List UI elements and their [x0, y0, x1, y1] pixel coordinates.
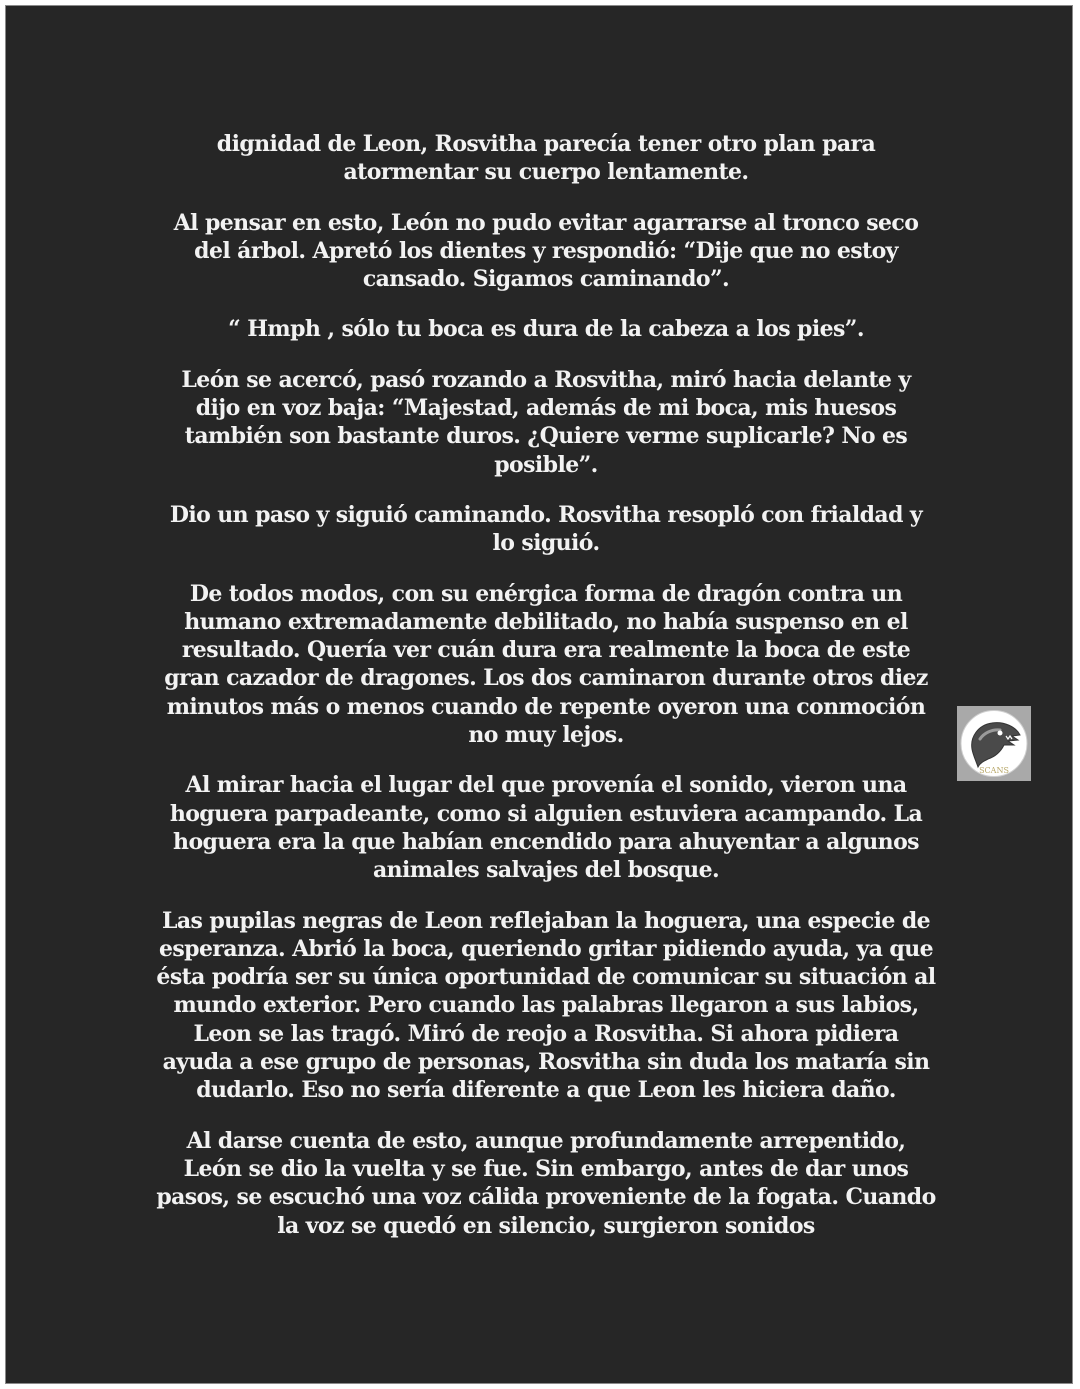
- page-panel: [5, 5, 1073, 1384]
- scans-logo: [957, 706, 1031, 781]
- dinosaur-logo-icon: [960, 709, 1028, 778]
- paragraph-2: Al pensar en esto, León no pudo evitar agarrarse al tronco seco del árbol. Apretó los dientes y respondió: “Dije que no estoy cansado. Sigamos caminando”.: [173, 209, 919, 293]
- paragraph-7: Al mirar hacia el lugar del que provenía el sonido, vieron una hoguera parpadeante, como si alguien estuviera acampando. La hoguera era la que habían encendido para ahuyentar a algunos animales salvajes del bosque.: [169, 772, 923, 884]
- paragraph-8: Las pupilas negras de Leon reflejaban la hoguera, una especie de esperanza. Abrió la boca, queriendo gritar pidiendo ayuda, ya que ésta podría ser su única oportunidad de comunicar su situación al mundo exterior. Pero cuando las palabras llegaron a sus labios, Leon se las tragó. Miró de reojo a Rosvitha. Si ahora pidiera ayuda a ese grupo de personas, Rosvitha sin duda los mataría sin dudarlo. Eso no sería diferente a que Leon les hiciera daño.: [156, 907, 936, 1104]
- paragraph-6: De todos modos, con su enérgica forma de dragón contra un humano extremadamente debilitado, no había suspenso en el resultado. Quería ver cuán dura era realmente la boca de este gran cazador de dragones. Los dos caminaron durante otros diez minutos más o menos cuando de repente oyeron una conmoción no muy lejos.: [164, 580, 928, 749]
- story-text: [156, 130, 936, 1262]
- paragraph-1: dignidad de Leon, Rosvitha parecía tener otro plan para atormentar su cuerpo lentamente.: [216, 131, 876, 186]
- logo-text: SCANS: [979, 766, 1009, 775]
- paragraph-5: Dio un paso y siguió caminando. Rosvitha resopló con frialdad y lo siguió.: [169, 501, 923, 557]
- paragraph-9: Al darse cuenta de esto, aunque profundamente arrepentido, León se dio la vuelta y se fue. Sin embargo, antes de dar unos pasos, se escuchó una voz cálida proveniente de la fogata. Cuando la voz se quedó en silencio, surgieron sonidos: [156, 1127, 936, 1239]
- paragraph-3: “ Hmph , sólo tu boca es dura de la cabeza a los pies”.: [228, 316, 864, 343]
- paragraph-4: León se acercó, pasó rozando a Rosvitha, miró hacia delante y dijo en voz baja: “Majestad, además de mi boca, mis huesos también son bastante duros. ¿Quiere verme suplicarle? No es posible”.: [181, 366, 911, 478]
